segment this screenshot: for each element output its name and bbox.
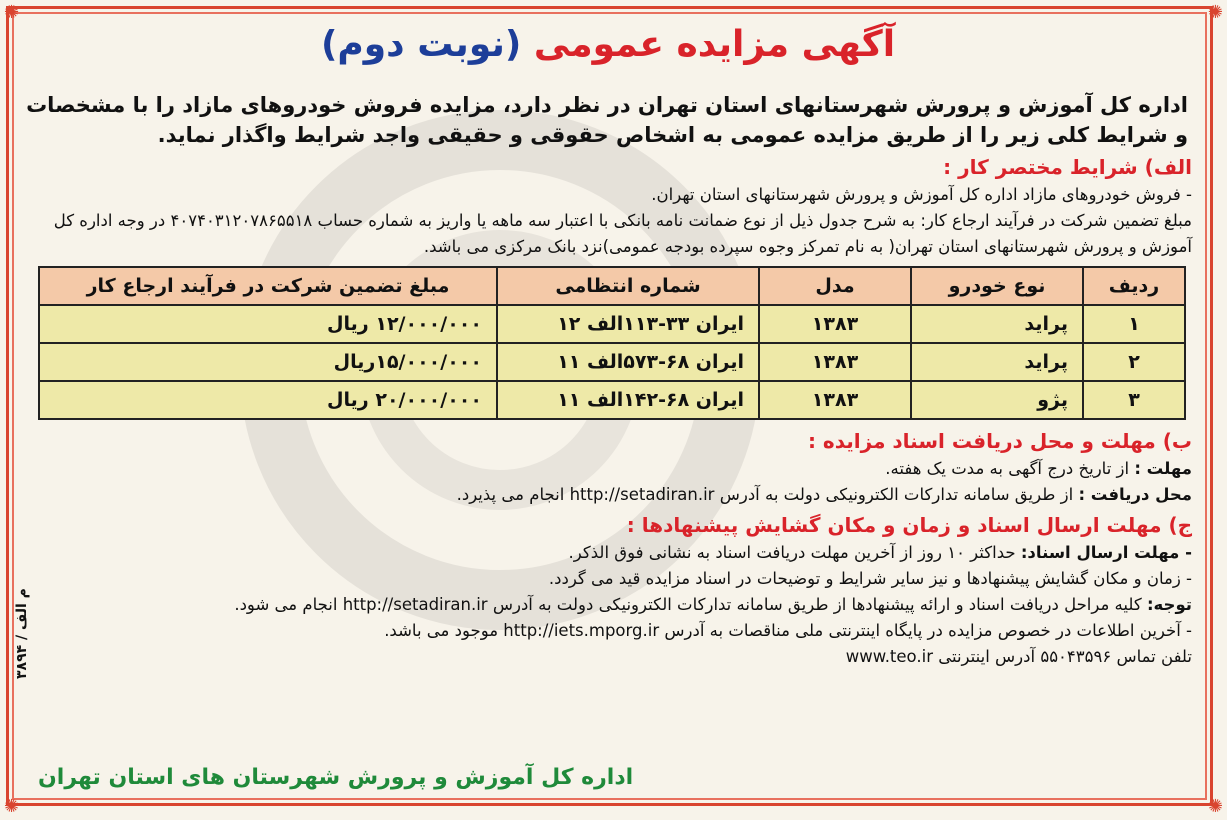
cell-guarantee: ۱۲/۰۰۰/۰۰۰ ریال <box>39 305 497 343</box>
cell-plate: ایران ۶۸-۱۴۲الف ۱۱ <box>497 381 759 419</box>
section-c-line2: - زمان و مکان گشایش پیشنهادها و نیز سایر شرایط و توضیحات در اسناد مزایده قید می گردد. <box>548 569 1192 588</box>
table-header-row <box>39 267 1185 305</box>
cell-guarantee: ۱۵/۰۰۰/۰۰۰ریال <box>39 343 497 381</box>
ad-page <box>18 14 1198 804</box>
intro-paragraph: اداره کل آموزش و پرورش شهرستانهای استان تهران در نظر دارد، مزایده فروش خودروهای مازاد را با مشخصات و شرایط کلی زیر را از طریق مزایده عمومی به اشخاص حقوقی و حقیقی واجد شرایط واگذار نماید. <box>26 93 1188 147</box>
cell-vehicle-type: پراید <box>911 343 1083 381</box>
cell-vehicle-type: پژو <box>911 381 1083 419</box>
cell-model: ۱۳۸۳ <box>759 381 911 419</box>
side-code: م الف / ۳۸۹۴ <box>14 588 30 679</box>
deadline-label: مهلت : <box>1134 459 1192 478</box>
corner-ornament-icon: ✺ <box>1207 796 1223 817</box>
section-b-place <box>18 482 1198 508</box>
cell-row-no: ۱ <box>1083 305 1185 343</box>
send-text: حداکثر ۱۰ روز از آخرین مهلت دریافت اسناد به نشانی فوق الذکر. <box>568 543 1016 562</box>
section-c-send <box>18 540 1198 566</box>
header-guarantee: مبلغ تضمین شرکت در فرآیند ارجاع کار <box>39 267 497 305</box>
cell-model: ۱۳۸۳ <box>759 343 911 381</box>
send-label: - مهلت ارسال اسناد: <box>1020 543 1192 562</box>
title-sub: (نوبت دوم) <box>320 24 522 65</box>
section-a-line1: - فروش خودروهای مازاد اداره کل آموزش و پرورش شهرستانهای استان تهران. <box>651 185 1192 204</box>
section-b-heading: ب) مهلت و محل دریافت اسناد مزایده : <box>807 429 1192 453</box>
ad-title <box>18 20 1198 72</box>
cell-row-no: ۳ <box>1083 381 1185 419</box>
note-label: توجه: <box>1146 595 1192 614</box>
section-c-note <box>18 592 1198 618</box>
corner-ornament-icon: ✺ <box>4 796 20 817</box>
section-a-line2: مبلغ تضمین شرکت در فرآیند ارجاع کار: به شرح جدول ذیل از نوع ضمانت نامه بانکی با اعتبار سه ماهه یا واریز به شماره حساب ۴۰۷۴۰۳۱۲۰۷۸۶۵۵۱۸ در وجه اداره کل آموزش و پرورش شهرستانهای استان تهران( به نام تمرکز وجوه سپرده بودجه عمومی)نزد بانک مرکزی می باشد. <box>53 211 1192 256</box>
vehicles-table <box>38 266 1186 420</box>
header-model: مدل <box>759 267 911 305</box>
corner-ornament-icon: ✺ <box>4 2 20 23</box>
cell-vehicle-type: پراید <box>911 305 1083 343</box>
table-row <box>39 381 1185 419</box>
section-a-heading: الف) شرایط مختصر کار : <box>943 155 1192 179</box>
table-row <box>39 305 1185 343</box>
contact-line: تلفن تماس ۵۵۰۴۳۵۹۶ آدرس اینترنتی www.teo.ir <box>845 647 1192 666</box>
table-row <box>39 343 1185 381</box>
section-c-line4: - آخرین اطلاعات در خصوص مزایده در پایگاه اینترنتی ملی مناقصات به آدرس http://iets.mporg.ir موجود می باشد. <box>384 621 1192 640</box>
title-main: آگهی مزایده عمومی <box>533 24 896 65</box>
place-label: محل دریافت : <box>1078 485 1192 504</box>
corner-ornament-icon: ✺ <box>1207 2 1223 23</box>
deadline-text: از تاریخ درج آگهی به مدت یک هفته. <box>885 459 1130 478</box>
cell-plate: ایران ۶۸-۵۷۳الف ۱۱ <box>497 343 759 381</box>
header-row-no: ردیف <box>1083 267 1185 305</box>
place-text: از طریق سامانه تدارکات الکترونیکی دولت به آدرس http://setadiran.ir انجام می پذیرد. <box>456 485 1074 504</box>
cell-plate: ایران ۳۳-۱۱۳الف ۱۲ <box>497 305 759 343</box>
cell-row-no: ۲ <box>1083 343 1185 381</box>
header-plate: شماره انتظامی <box>497 267 759 305</box>
section-b-deadline <box>18 456 1198 482</box>
cell-guarantee: ۲۰/۰۰۰/۰۰۰ ریال <box>39 381 497 419</box>
header-vehicle-type: نوع خودرو <box>911 267 1083 305</box>
section-c-heading: ج) مهلت ارسال اسناد و زمان و مکان گشایش پیشنهادها : <box>626 513 1192 537</box>
footer-signature: اداره کل آموزش و پرورش شهرستان های استان تهران <box>38 765 634 790</box>
cell-model: ۱۳۸۳ <box>759 305 911 343</box>
note-text: کلیه مراحل دریافت اسناد و ارائه پیشنهادها از طریق سامانه تدارکات الکترونیکی دولت به آدرس http://setadiran.ir انجام می شود. <box>234 595 1142 614</box>
